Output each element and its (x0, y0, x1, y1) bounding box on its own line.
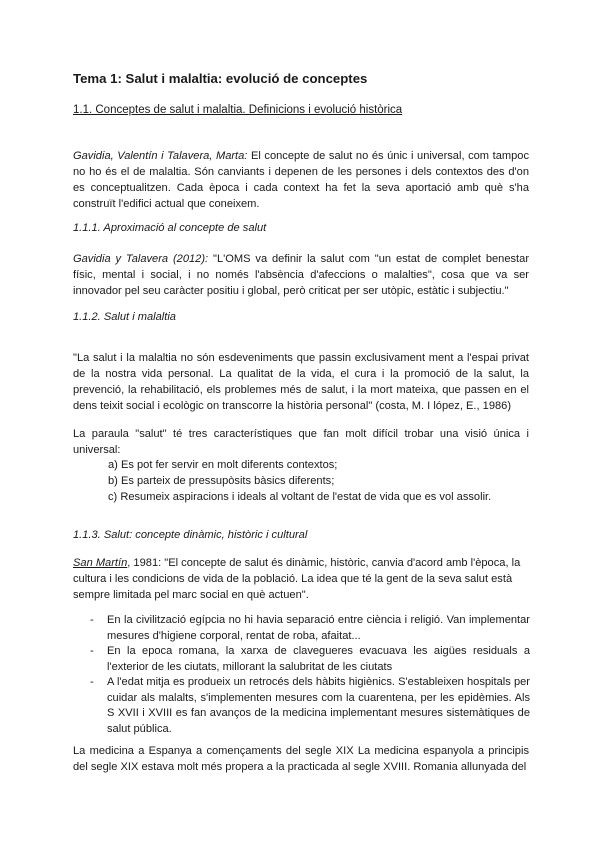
list-item: b) Es parteix de pressupòsits bàsics diferents; (108, 475, 335, 487)
list-item: a) Es pot fer servir en molt diferents contextos; (108, 459, 338, 471)
oms-text: "L'OMS va definir la salut com "un estat de complet benestar físic, mental i social, i no només l'absència d'afeccions o malalties", cosa que va ser innovador pel seu caràcter positiu i global, però criticat per ser utòpic, estàtic i subjectiu." (73, 253, 530, 297)
list-item (90, 613, 530, 644)
intro-authors: Gavidia, Valentín i Talavera, Marta: (73, 150, 248, 162)
intro-text: El concepte de salut no és únic i universal, com tampoc no ho és el de malaltia. Són canviants i depenen de les persones i dels contextos des d'on es conceptualitzen. Cada època i cada context ha fet la seva aportació amb què s'ha construït l'edifici actual que coneixem. (73, 150, 530, 210)
characteristics-list (108, 457, 538, 505)
subsection-heading-2: 1.1.2. Salut i malaltia (73, 311, 176, 323)
oms-paragraph (73, 251, 529, 299)
subsection-heading-3: 1.1.3. Salut: concepte dinàmic, històric i cultural (73, 529, 308, 541)
oms-authors: Gavidia y Talavera (2012): (73, 253, 209, 265)
paraula-paragraph: La paraula "salut" té tres característiques que fan molt difícil trobar una visió única i universal: (73, 428, 529, 456)
list-item (90, 644, 530, 675)
list-item: c) Resumeix aspiracions i ideals al voltant de l'estat de vida que es vol assolir. (108, 491, 492, 503)
bullet-text: A l'edat mitja es produeix un retrocés dels hàbits higiènics. S'estableixen hospitals per cuidar als malalts, s'implementen mesures com la cuarentena, per les epidèmies. Als S XVII i XVIII es fan avanços de la medicina implementant mesures sistemàtiques de salut pública. (107, 676, 530, 735)
intro-paragraph (73, 148, 529, 212)
list-item (90, 675, 530, 737)
bullet-text: En la epoca romana, la xarxa de clavegueres evacuava les aigües residuals a l'exterior de les ciutats, millorant la salubritat de les ciutats (107, 645, 530, 673)
san-martin-paragraph (73, 555, 529, 603)
document-title: Tema 1: Salut i malaltia: evolució de conceptes (73, 71, 368, 86)
history-bullet-list (90, 613, 530, 737)
section-heading: 1.1. Conceptes de salut i malaltia. Definicions i evolució històrica (73, 104, 403, 116)
closing-paragraph: La medicina a Espanya a començaments del segle XIX La medicina espanyola a principis del segle XIX estava molt més propera a la practicada al segle XVIII. Romania allunyada del (73, 745, 529, 773)
san-martin-text: , 1981: "El concepte de salut és dinàmic, històric, canvia d'acord amb l'època, la cultura i les condicions de vida de la població. La idea que té la gent de la seva salut està sempre limitada pel marc social en què actuen". (73, 557, 521, 601)
subsection-heading-1: 1.1.1. Aproximació al concepte de salut (73, 222, 267, 234)
bullet-marker: - (90, 614, 94, 626)
bullet-marker: - (90, 676, 94, 688)
bullet-text: En la civilització egípcia no hi havia separació entre ciència i religió. Van implementar mesures d'higiene corporal, rentat de roba, afaitat... (107, 614, 530, 642)
bullet-marker: - (90, 645, 94, 657)
san-martin-author: San Martín (73, 557, 128, 569)
quote-paragraph: "La salut i la malaltia no són esdeveniments que passin exclusivament ment a l'espai privat de la nostra vida personal. La qualitat de la vida, el cura i la promoció de la salut, la prevenció, la rehabilitació, els problemes més de salut, i la mort mateixa, que passen en el dens teixit social i ecològic on transcorre la història personal" (costa, M. I lópez, E., 1986) (73, 352, 529, 412)
